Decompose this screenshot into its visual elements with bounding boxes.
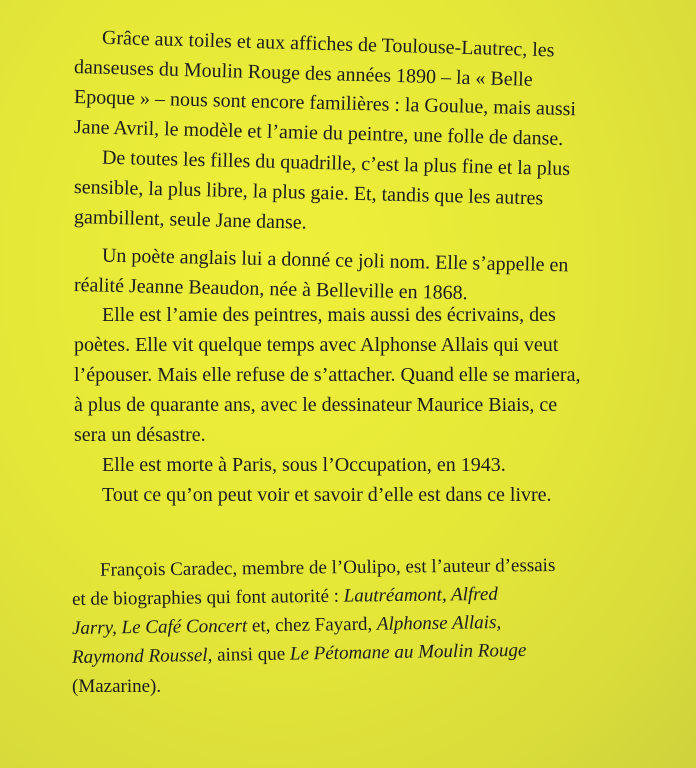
text-line: sera un désastre. — [74, 424, 206, 446]
blurb-text — [74, 22, 696, 510]
author-bio — [72, 556, 682, 701]
text-line: poètes. Elle vit quelque temps avec Alphonse Allais qui veut — [74, 334, 559, 356]
book-title: Raymond Roussel, — [71, 644, 213, 668]
book-title: Lautréamont, Alfred — [343, 583, 498, 607]
text-line: sensible, la plus libre, la plus gaie. Et, tandis que les autres — [73, 176, 544, 210]
text-run: et de biographies qui font autorité : — [71, 585, 344, 610]
text-line: (Mazarine). — [72, 676, 162, 697]
text-line: à plus de quarante ans, avec le dessinateur Maurice Biais, ce — [74, 394, 558, 416]
text-line: danseuses du Moulin Rouge des années 1890 – la « Belle — [73, 56, 533, 91]
book-title: Jarry, Le Café Concert — [71, 615, 248, 639]
text-run: ainsi que — [212, 643, 291, 666]
text-line: gambillent, seule Jane danse. — [73, 206, 307, 234]
text-line: Grâce aux toiles et aux affiches de Toulouse-Lautrec, les — [101, 26, 555, 62]
text-line: Epoque » – nous sont encore familières : la Goulue, mais aussi — [73, 86, 577, 121]
text-run: et, chez Fayard, — [247, 613, 378, 637]
blurb-paragraph-4 — [74, 300, 696, 450]
blurb-paragraph-6: Tout ce qu’on peut voir et savoir d’elle est dans ce livre. — [102, 484, 552, 506]
text-line: De toutes les filles du quadrille, c’est la plus fine et la plus — [101, 146, 571, 181]
blurb-paragraph-1 — [73, 22, 696, 150]
book-title: Le Pétomane au Moulin Rouge — [289, 639, 527, 665]
book-title: Alphonse Allais, — [376, 612, 502, 635]
blurb-paragraph-3 — [73, 240, 696, 305]
text-line: Jane Avril, le modèle et l’amie du peintre, une folle de danse. — [73, 116, 564, 150]
text-line: Elle est l’amie des peintres, mais aussi des écrivains, des — [102, 304, 556, 326]
text-line: François Caradec, membre de l’Oulipo, est l’auteur d’essais — [99, 554, 556, 581]
blurb-paragraph-2 — [74, 142, 696, 232]
text-line: réalité Jeanne Beaudon, née à Belleville en 1868. — [73, 274, 468, 305]
text-line: Un poète anglais lui a donné ce joli nom. Elle s’appelle en — [101, 244, 569, 277]
blurb-paragraph-5: Elle est morte à Paris, sous l’Occupation, en 1943. — [102, 454, 506, 476]
text-line: l’épouser. Mais elle refuse de s’attacher. Quand elle se mariera, — [74, 364, 581, 386]
